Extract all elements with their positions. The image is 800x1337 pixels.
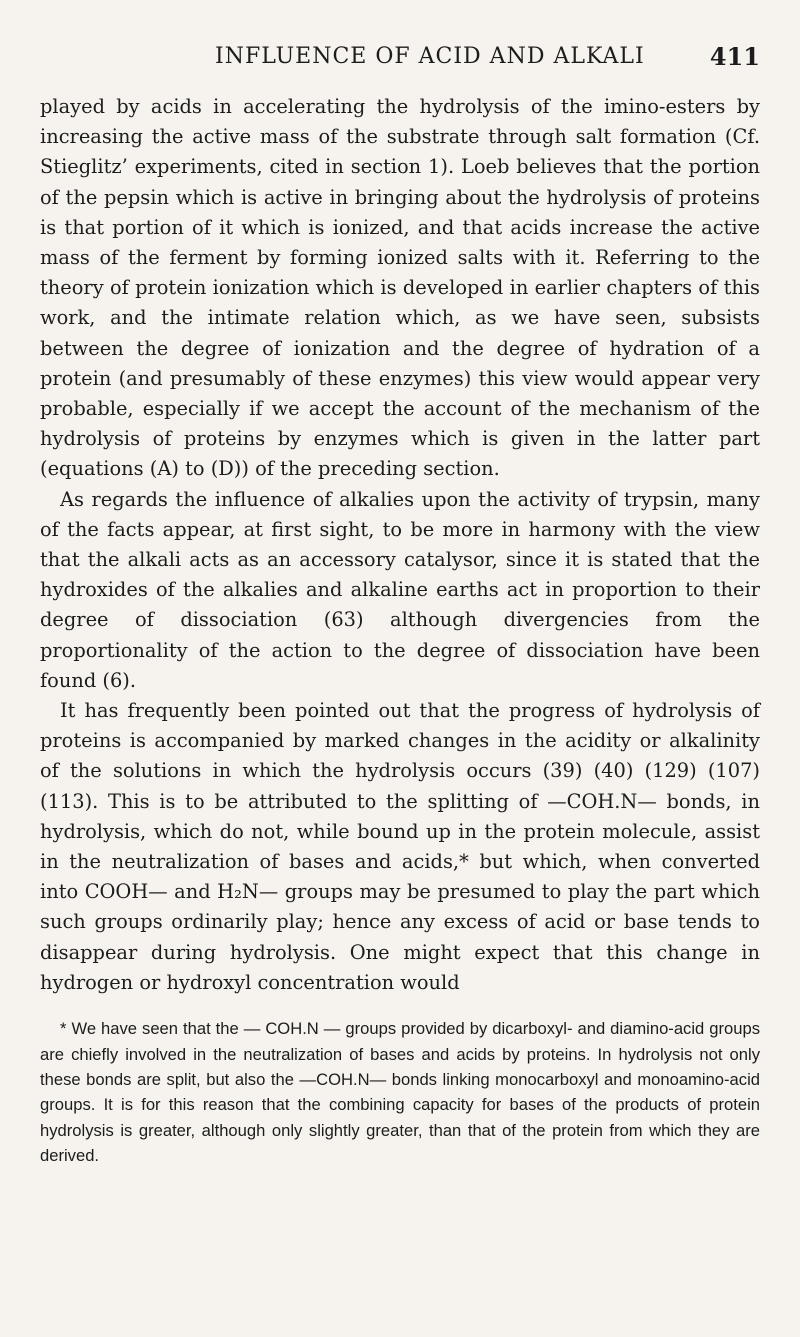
running-head: [40, 36, 760, 76]
paragraph-3: It has frequently been pointed out that the progress of hydrolysis of proteins is accompanied by marked changes in the acidity or alkalinity of the solutions in which the hydrolysis occurs (39) (40) (129) (107) (113). This is to be attributed to the splitting of —COH.N— bonds, in hydrolysis, which do not, while bound up in the protein molecule, assist in the neutralization of bases and acids,* but which, when converted into COOH— and H₂N— groups may be presumed to play the part which such groups ordinarily play; hence any excess of acid or base tends to disappear during hydrolysis. One might expect that this change in hydrogen or hydroxyl concentration would: [40, 699, 760, 994]
paragraph-1: played by acids in accelerating the hydrolysis of the imino-esters by increasing the active mass of the substrate through salt formation (Cf. Stieglitz’ experiments, cited in section 1). Loeb believes that the portion of the pepsin which is active in bringing about the hydrolysis of proteins is that portion of it which is ionized, and that acids increase the active mass of the ferment by forming ionized salts with it. Referring to the theory of protein ionization which is developed in earlier chapters of this work, and the intimate relation which, as we have seen, subsists between the degree of ionization and the degree of hydration of a protein (and presumably of these enzymes) this view would appear very probable, especially if we accept the account of the mechanism of the hydrolysis of proteins by enzymes which is given in the latter part (equations (A) to (D)) of the preceding section.: [40, 95, 760, 481]
page-number: 411: [709, 42, 760, 71]
running-title: INFLUENCE OF ACID AND ALKALI: [215, 44, 645, 69]
paragraph-2: As regards the influence of alkalies upon the activity of trypsin, many of the facts appear, at first sight, to be more in harmony with the view that the alkali acts as an accessory catalysor, since it is stated that the hydroxides of the alkalies and alkaline earths act in proportion to their degree of dissociation (63) although divergencies from the proportionality of the action to the degree of dissociation have been found (6).: [40, 487, 760, 692]
body-text: [40, 92, 760, 998]
footnote-text: * We have seen that the — COH.N — groups provided by dicarboxyl- and diamino-acid groups are chiefly involved in the neutralization of bases and acids by proteins. In hydrolysis not only these bonds are split, but also the —COH.N— bonds linking monocarboxyl and monoamino-acid groups. It is for this reason that the combining capacity for bases of the products of protein hydrolysis is greater, although only slightly greater, than that of the protein from which they are derived.: [40, 1019, 760, 1166]
footnote: [40, 1016, 760, 1168]
